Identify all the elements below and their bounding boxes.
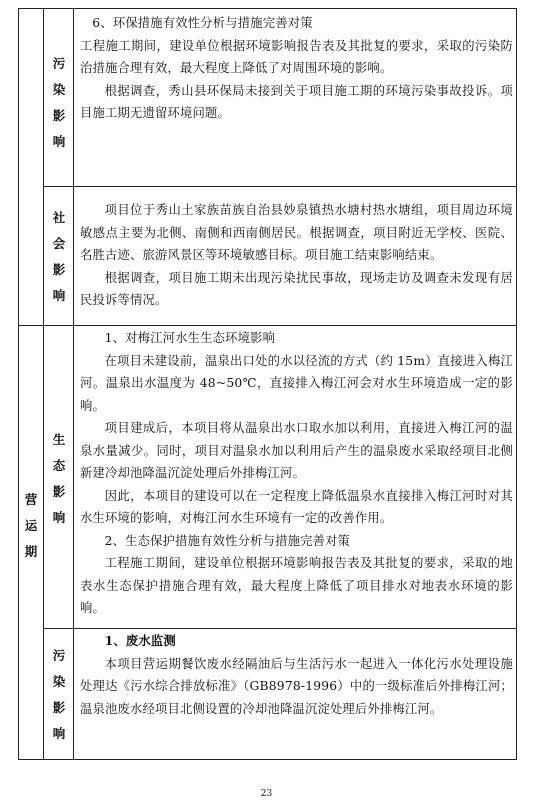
column-divider-2: [73, 9, 74, 759]
label-pollution-impact-construction: [46, 51, 72, 155]
section-heading: 1、对梅江河水生生态环境影响: [104, 331, 276, 345]
row-divider-2: [19, 325, 516, 326]
paragraph: 根据调查，项目施工期未出现污染扰民事故，现场走访及调查未发现有居民投诉等情况。: [80, 270, 513, 307]
section-ecological-impact: [80, 327, 513, 620]
paragraph: 工程施工期间，建设单位根据环境影响报告表及其批复的要求，采取的地表水生态保护措施合理有效，最大程度上降低了项目排水对地表水环境的影响。: [80, 556, 513, 615]
section-heading: 1、废水监测: [104, 633, 176, 648]
page-number: 23: [260, 789, 273, 799]
label-operation-period: [18, 487, 44, 565]
column-divider-1: [43, 9, 44, 759]
label-char: 影: [52, 262, 66, 277]
paragraph: 因此，本项目的建设可以在一定程度上降低温泉水直接排入梅江河时对其水生环境的影响，对梅江河水生环境有一定的改善作用。: [80, 488, 513, 525]
section-social-impact: [80, 199, 513, 312]
row-divider-1: [43, 186, 516, 187]
label-char: 响: [52, 726, 66, 741]
label-char: 响: [52, 510, 66, 525]
report-table: [18, 8, 517, 760]
label-char: 影: [52, 484, 66, 499]
label-char: 会: [52, 236, 66, 251]
label-char: 响: [52, 288, 66, 303]
section-heading: 2、生态保护措施有效性分析与措施完善对策: [104, 533, 351, 548]
label-pollution-impact-operation: [46, 643, 72, 747]
label-char: 营: [24, 492, 38, 507]
label-char: 污: [52, 648, 66, 663]
section-operation-pollution: [80, 630, 513, 720]
label-char: 染: [52, 674, 66, 689]
paragraph: 在项目未建设前，温泉出口处的水以径流的方式（约 15m）直接进入梅江河。温泉出水温度为 48~50℃，直接排入梅江河会对水生环境造成一定的影响。: [80, 353, 513, 413]
section-construction-pollution: [80, 12, 513, 125]
label-char: 运: [24, 518, 38, 533]
label-char: 社: [52, 210, 66, 225]
label-char: 染: [52, 82, 66, 97]
label-ecological-impact: [46, 427, 72, 531]
paragraph: 项目位于秀山土家族苗族自治县妙泉镇热水塘村热水塘组，项目周边环境敏感点主要为北侧、南侧和西南侧居民。根据调查，项目附近无学校、医院、名胜古迹、旅游风景区等环境敏感目标。项目施工结束影响结束。: [80, 203, 513, 262]
label-social-impact: [46, 205, 72, 309]
label-char: 态: [52, 458, 66, 473]
label-char: 影: [52, 700, 66, 715]
label-char: 影: [52, 108, 66, 123]
row-divider-3: [43, 628, 516, 629]
paragraph: 项目建成后，本项目将从温泉出水口取水加以利用，直接进入梅江河的温泉水量减少。同时，项目对温泉水加以利用后产生的温泉废水采取经项目北侧新建冷却池降温沉淀处理后外排梅江河。: [80, 421, 513, 480]
label-char: 响: [52, 134, 66, 149]
label-char: 生: [52, 432, 66, 447]
paragraph: 工程施工期间，建设单位根据环境影响报告表及其批复的要求，采取的污染防治措施合理有效，最大程度上降低了对周围环境的影响。: [80, 38, 513, 75]
paragraph: 本项目营运期餐饮废水经隔油后与生活污水一起进入一体化污水处理设施处理达《污水综合排放标准》（GB8978-1996）中的一级标准后外排梅江河；温泉池废水经项目北侧设置的冷却池降温沉淀处理后外排梅江河。: [80, 656, 513, 716]
section-heading: 6、环保措施有效性分析与措施完善对策: [92, 16, 313, 30]
paragraph: 根据调查，秀山县环保局未接到关于项目施工期的环境污染事故投诉。项目施工期无遗留环境问题。: [80, 83, 513, 120]
label-char: 污: [52, 56, 66, 71]
label-char: 期: [24, 544, 38, 559]
